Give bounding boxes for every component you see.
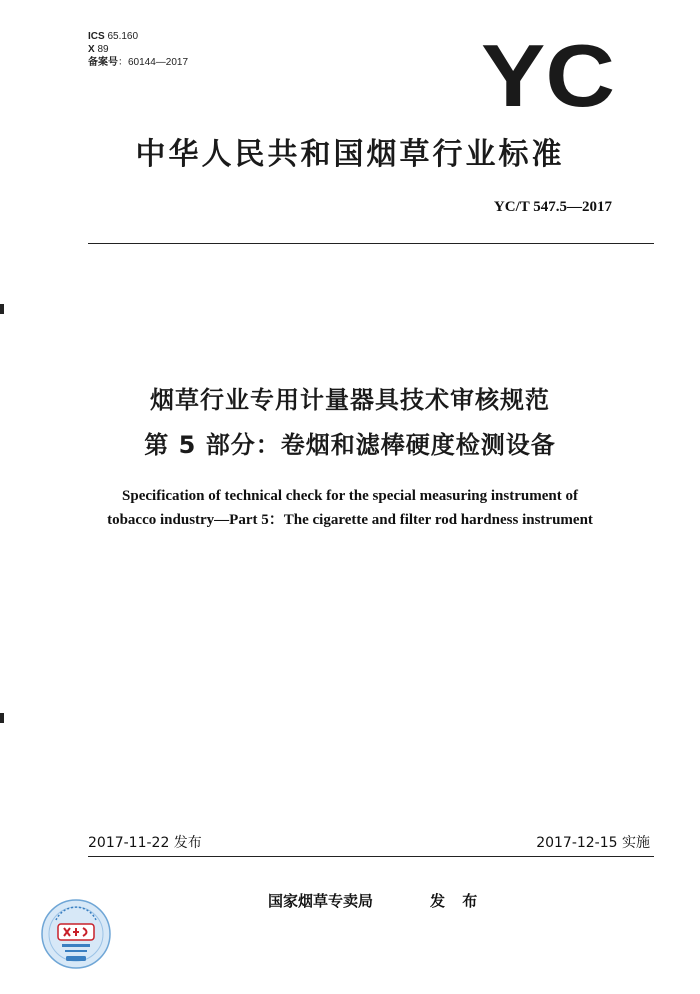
yc-logo-text: YC — [481, 34, 615, 110]
title-cn-line1: 烟草行业专用计量器具技术审核规范 — [150, 386, 550, 414]
record-code: ：60144—2017 — [118, 57, 189, 68]
class-code: 89 — [97, 44, 109, 55]
yc-logo — [480, 34, 616, 110]
bottom-divider — [88, 856, 654, 857]
classification-block — [88, 30, 188, 69]
anti-counterfeit-seal-icon — [40, 898, 112, 970]
class-line — [88, 43, 188, 56]
main-title: 中华人民共和国烟草行业标准 — [135, 137, 565, 172]
scan-edge-mark — [0, 713, 4, 723]
class-label: X — [88, 44, 95, 55]
ics-code: 65.160 — [107, 31, 139, 42]
issue-action: 发 布 — [430, 892, 484, 910]
implement-date: 2017-12-15 实施 — [536, 835, 650, 851]
record-line — [88, 56, 188, 69]
ics-line — [88, 30, 188, 43]
scan-edge-mark — [0, 304, 4, 314]
publish-date: 2017-11-22 发布 — [88, 835, 202, 851]
title-en-line1: Specification of technical check for the special measuring instrument of — [122, 488, 578, 504]
top-divider — [88, 243, 654, 244]
ics-label: ICS — [88, 31, 105, 42]
standard-number: YC/T 547.5—2017 — [493, 199, 612, 215]
issuer-name: 国家烟草专卖局 — [268, 892, 374, 910]
title-en-line2: tobacco industry—Part 5：The cigarette and filter rod hardness instrument — [107, 512, 593, 528]
title-cn-line2: 第 5 部分：卷烟和滤棒硬度检测设备 — [144, 431, 556, 459]
record-label: 备案号 — [88, 57, 118, 68]
